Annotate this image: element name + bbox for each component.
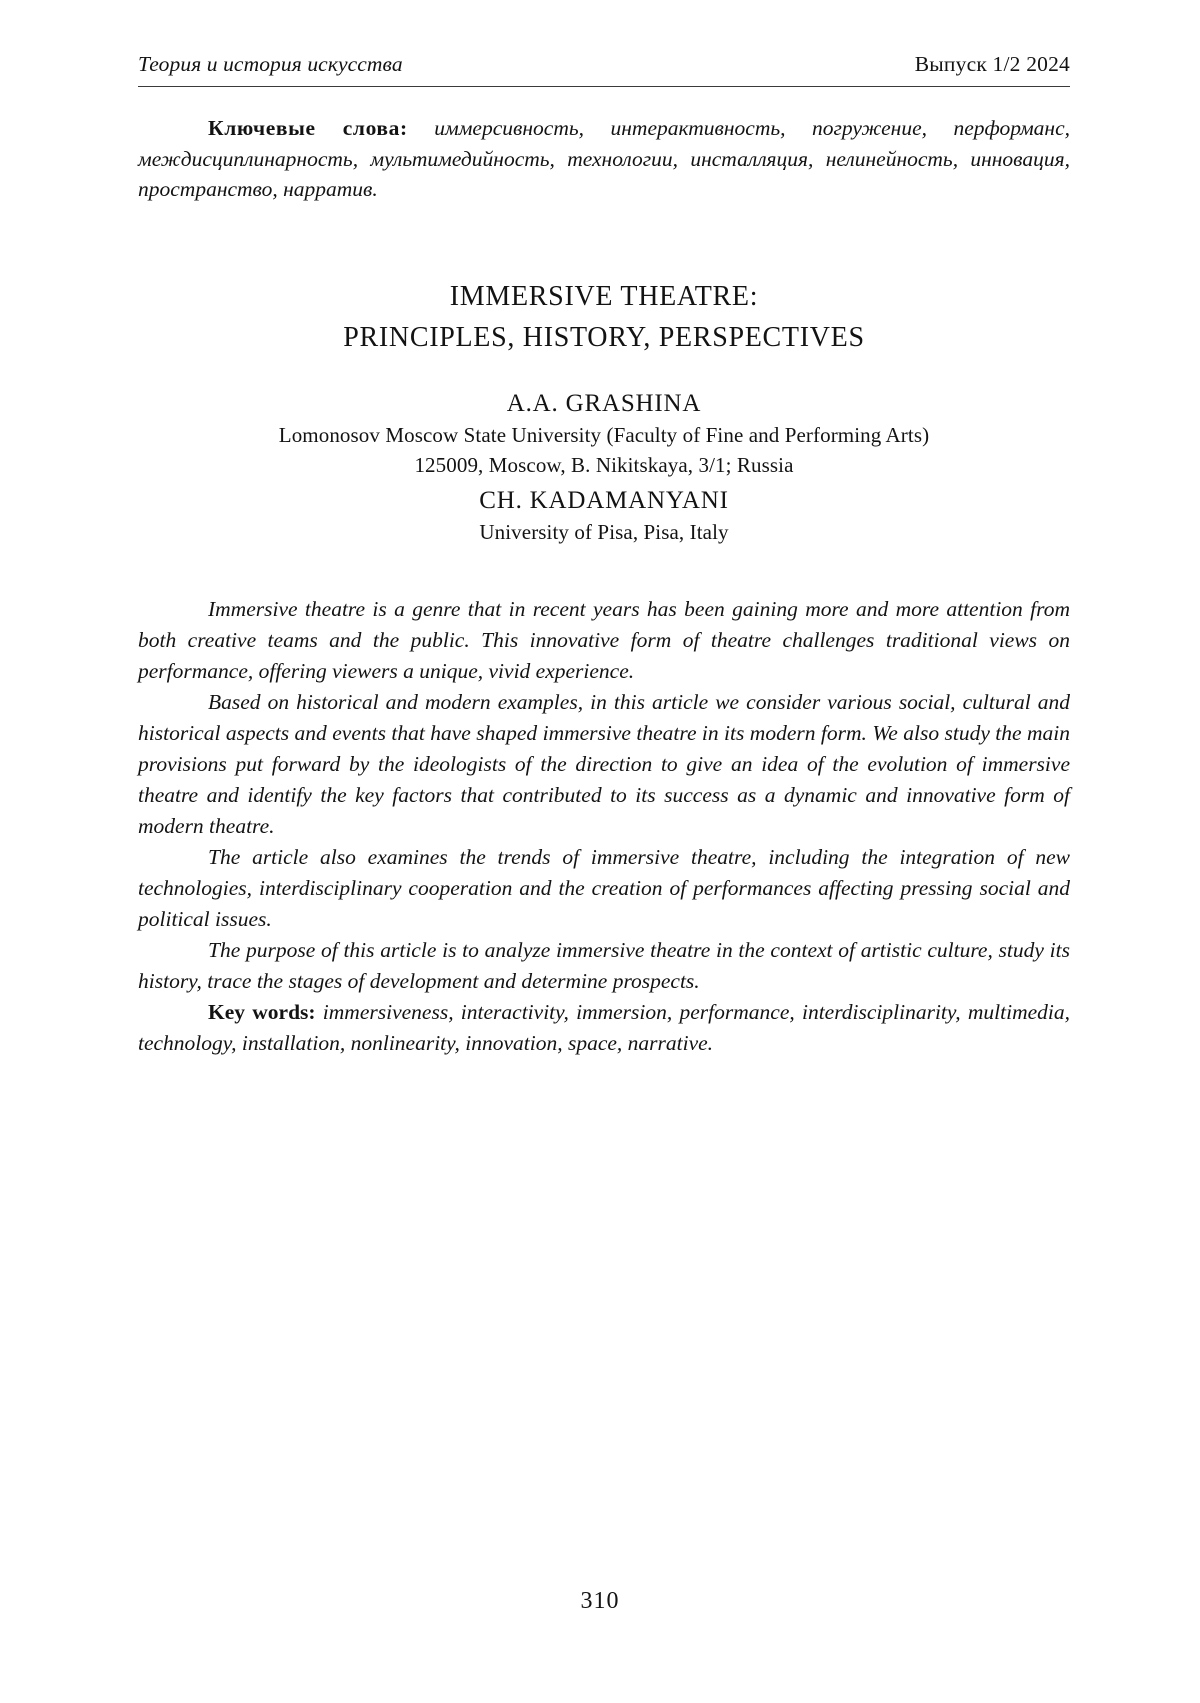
- keywords-russian: [138, 113, 1070, 205]
- author-affiliation: University of Pisa, Pisa, Italy: [479, 520, 729, 545]
- author-affiliation: Lomonosov Moscow State University (Faculty of Fine and Performing Arts): [278, 423, 930, 448]
- page-number: 310: [580, 1588, 620, 1614]
- abstract-paragraph: Immersive theatre is a genre that in recent years has been gaining more and more attention from both creative teams and the public. This innovative form of theatre challenges traditional views on performance, offering viewers a unique, vivid experience.: [138, 597, 1070, 684]
- keywords-english: [138, 997, 1070, 1059]
- running-head-journal-section: Теория и история искусства: [138, 52, 403, 76]
- page-title-line-1: IMMERSIVE THEATRE:: [449, 281, 759, 313]
- abstract-paragraph: Based on historical and modern examples, in this article we consider various social, cultural and historical aspects and events that have shaped immersive theatre in its modern form. We also study the main provisions put forward by the ideologists of the direction to give an idea of the evolution of immersive theatre and identify the key factors that contributed to its success as a dynamic and innovative form of modern theatre.: [138, 690, 1070, 838]
- page-title: [138, 277, 1070, 358]
- author-name: CH. KADAMANYANI: [479, 486, 729, 514]
- abstract-paragraph: The purpose of this article is to analyze immersive theatre in the context of artistic culture, study its history, trace the stages of development and determine prospects.: [138, 937, 1070, 993]
- author-entry: [138, 386, 1070, 481]
- keywords-english-text: immersiveness, interactivity, immersion, performance, interdisciplinarity, multimedia, technology, installation, nonlinearity, innovation, space, narrative.: [138, 999, 1070, 1055]
- keywords-english-label: Key words:: [208, 999, 316, 1024]
- author-name: A.A. GRASHINA: [506, 389, 702, 417]
- abstract-paragraph: The article also examines the trends of immersive theatre, including the integration of new technologies, interdisciplinary cooperation and the creation of performances affecting pressing social and political issues.: [138, 844, 1070, 931]
- keywords-russian-text: иммерсивность, интерактивность, погружение, перформанс, междисциплинарность, мультимедийность, технологии, инсталляция, нелинейность, инновация, пространство, нарратив.: [138, 116, 1071, 202]
- authors-block: [138, 386, 1070, 548]
- keywords-russian-label: Ключевые слова:: [208, 116, 408, 140]
- author-entry: [138, 483, 1070, 548]
- abstract: [138, 594, 1070, 996]
- page-title-line-2: PRINCIPLES, HISTORY, PERSPECTIVES: [343, 321, 865, 353]
- author-address: 125009, Moscow, B. Nikitskaya, 3/1; Russia: [414, 453, 794, 478]
- running-head: [138, 52, 1070, 87]
- running-head-issue: Выпуск 1/2 2024: [914, 52, 1070, 76]
